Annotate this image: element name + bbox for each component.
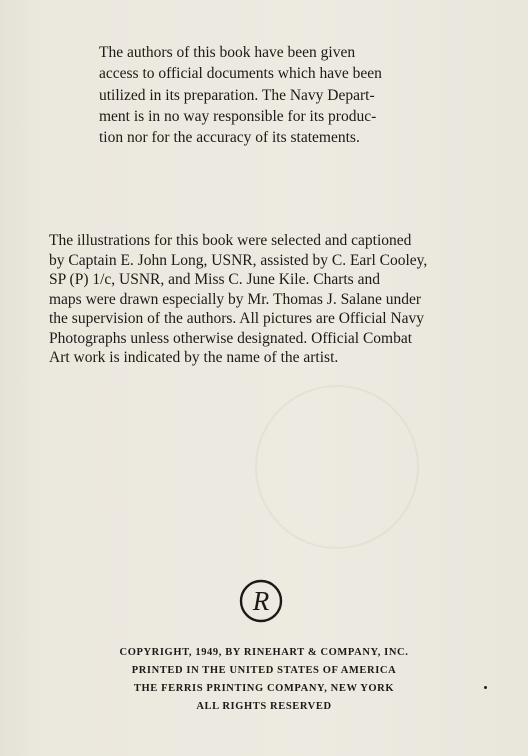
illustrations-line: SP (P) 1/c, USNR, and Miss C. June Kile. Charts and [49, 271, 380, 288]
disclaimer-line: utilized in its preparation. The Navy Depart- [99, 86, 375, 104]
imprint-line: ALL RIGHTS RESERVED [196, 701, 332, 712]
ink-speck [484, 686, 487, 689]
illustrations-paragraph [49, 231, 479, 368]
illustrations-line: by Captain E. John Long, USNR, assisted by C. Earl Cooley, [49, 251, 428, 269]
publisher-logo-icon [239, 579, 283, 623]
disclaimer-line: access to official documents which have been [99, 65, 382, 83]
disclaimer-line: ment is in no way responsible for its produc- [99, 107, 377, 125]
disclaimer-paragraph [99, 42, 429, 148]
illustrations-line: Art work is indicated by the name of the artist. [49, 349, 339, 366]
illustrations-line: maps were drawn especially by Mr. Thomas J. Salane under [49, 290, 422, 308]
illustrations-line: The illustrations for this book were selected and captioned [49, 232, 412, 249]
imprint-line: COPYRIGHT, 1949, BY RINEHART & COMPANY, INC. [119, 647, 409, 658]
illustrations-line: the supervision of the authors. All pictures are Official Navy [49, 310, 425, 327]
imprint-line: THE FERRIS PRINTING COMPANY, NEW YORK [133, 683, 395, 694]
bleed-through-seal [255, 385, 419, 549]
illustrations-line: Photographs unless otherwise designated. Official Combat [49, 329, 413, 347]
publisher-logo-letter: R [252, 586, 270, 616]
disclaimer-line: tion nor for the accuracy of its statements. [99, 129, 360, 147]
disclaimer-line: The authors of this book have been given [99, 44, 356, 61]
copyright-imprint [60, 644, 468, 716]
imprint-line: PRINTED IN THE UNITED STATES OF AMERICA [131, 665, 397, 676]
